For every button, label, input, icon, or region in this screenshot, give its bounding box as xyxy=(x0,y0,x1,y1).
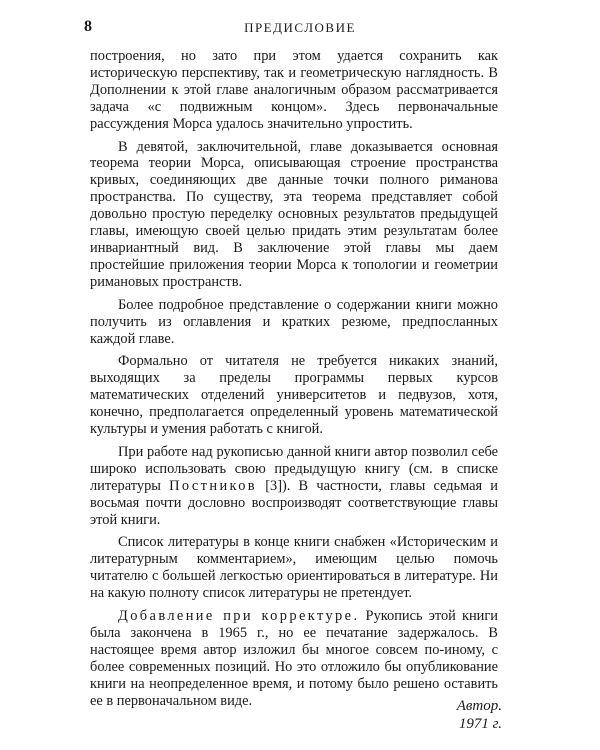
paragraph-2: В девятой, заключительной, главе доказывается основная теорема теории Морса, описывающая строение пространства кривых, соединяющих две данные точки полного риманова пространства. По существу, эта теорема представляет собой довольно простую переделку основных результатов предыдущей главы, имеющую своей целью придать этим результатам более инвариантный вид. В заключение этой главы мы даем простейшие приложения теории Морса к топологии и геометрии римановых пространств. xyxy=(90,138,498,290)
paragraph-3: Более подробное представление о содержании книги можно получить из оглавления и кратких резюме, предпосланных каждой главе. xyxy=(90,296,498,347)
paragraph-5 xyxy=(90,444,498,529)
paragraph-5-text-a: При работе над рукописью данной книги автор позволил себе широко использовать свою предыдущую книгу (см. в списке литературы xyxy=(90,443,498,494)
page-number: 8 xyxy=(84,18,92,35)
paragraph-5-text-b: [3]). В частности, главы седьмая и восьмая почти дословно воспроизводят соответствующие главы этой книги. xyxy=(90,477,499,528)
addendum-heading: Добавление при корректуре. xyxy=(118,608,360,625)
paragraph-1: построения, но зато при этом удается сохранить как историческую перспективу, так и геометрическую наглядность. В Дополнении к этой главе аналогичным образом рассматривается задача «с подвижным концом». Здесь первоначальные рассуждения Морса удалось значительно упростить. xyxy=(90,48,498,132)
signature-year: 1971 г. xyxy=(458,716,502,732)
signature-author: Автор. xyxy=(456,698,502,714)
paragraph-6: Список литературы в конце книги снабжен «Историческим и литературным комментарием», имеющим целью помочь читателю с большей легкостью ориентироваться в литературе. Ни на какую полноту список литературы не претендует. xyxy=(90,534,498,602)
addendum-text: Рукопись этой книги была закончена в 1965 г., но ее печатание задержалось. В настоящее время автор изложил бы многое совсем по-иному, с более современных позиций. Но это отложило бы опубликование книги на неопределенное время, и потому было решено оставить ее в первоначальном виде. xyxy=(90,608,498,709)
paragraph-4: Формально от читателя не требуется никаких знаний, выходящих за пределы программы первых курсов математических отделений университетов и педвузов, хотя, конечно, предполагается определенный уровень математической культуры и умения работать с книгой. xyxy=(90,353,498,438)
signature xyxy=(457,697,502,733)
running-head: ПРЕДИСЛОВИЕ xyxy=(244,20,356,35)
paragraph-7 xyxy=(90,608,498,709)
cited-author-name: Постников xyxy=(169,477,258,494)
text-block xyxy=(90,48,498,716)
